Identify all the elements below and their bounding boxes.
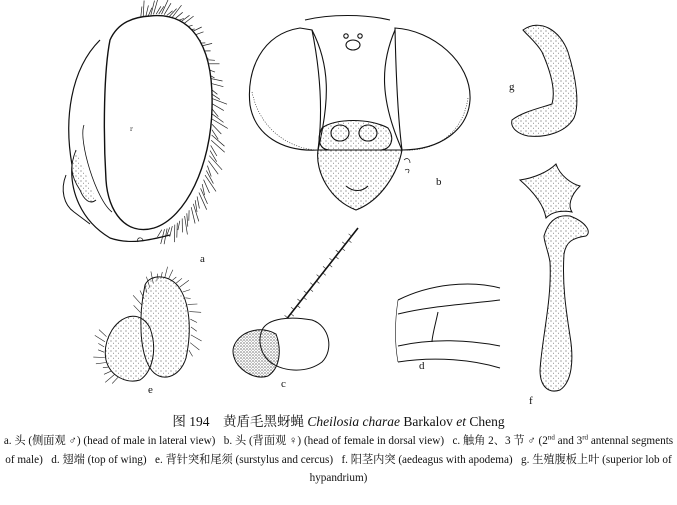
hair-stroke xyxy=(204,180,210,193)
hair-stroke xyxy=(177,223,178,238)
hair-stroke xyxy=(98,350,104,352)
panel-label-g: g xyxy=(509,81,515,93)
arista-hair xyxy=(342,248,345,250)
hair-stroke xyxy=(167,11,173,16)
panel-label-f: f xyxy=(529,395,533,407)
arista-hair xyxy=(310,289,313,291)
legend-c-sup1: nd xyxy=(547,433,555,442)
figure-author-2: Cheng xyxy=(469,414,505,429)
figure-legend xyxy=(0,432,677,488)
svg-text:r: r xyxy=(130,126,133,133)
figure-title xyxy=(0,412,677,432)
arista-hair xyxy=(348,240,351,242)
arista-hair xyxy=(291,307,294,309)
hair-stroke xyxy=(169,270,173,279)
arista-hair xyxy=(323,273,326,275)
hair-stroke xyxy=(105,375,114,383)
hair-stroke xyxy=(209,156,222,170)
legend-c-sup2: rd xyxy=(582,433,589,442)
arista-hair xyxy=(336,250,339,252)
hair-stroke xyxy=(191,335,202,341)
hair-stroke xyxy=(156,6,161,14)
arista-hair xyxy=(316,281,319,283)
arista-hair xyxy=(297,299,300,301)
hair-stroke xyxy=(211,140,225,152)
hair-stroke xyxy=(170,226,173,237)
arista-hair xyxy=(304,297,307,299)
hair-stroke xyxy=(189,312,201,313)
legend-f: f. 阳茎内突 (aedeagus with apodema) xyxy=(341,453,513,466)
hair-stroke xyxy=(99,330,107,337)
arista-hair xyxy=(349,234,352,236)
arista-hair xyxy=(285,315,288,317)
arista-hair xyxy=(323,266,326,268)
hair-stroke xyxy=(191,327,197,331)
drawing-f-aedeagus xyxy=(520,164,588,391)
panel-label-e: e xyxy=(148,384,153,396)
hair-stroke xyxy=(112,377,118,383)
arista-hair xyxy=(317,275,320,277)
panel-label-c: c xyxy=(281,378,286,390)
legend-g: g. 生殖腹板上叶 (superior lob of hypandrium) xyxy=(309,453,672,484)
drawing-g-hypandrium-lob xyxy=(512,25,577,136)
panel-label-a: a xyxy=(200,253,205,265)
legend-e: e. 背针突和尾须 (surstylus and cercus) xyxy=(155,453,334,466)
figure-caption xyxy=(0,412,677,488)
hair-stroke xyxy=(103,367,108,368)
figure-species: Cheilosia charae xyxy=(307,414,400,429)
legend-c-post: antennal segments of male) xyxy=(5,435,674,466)
figure-chinese-name: 黄盾毛黑蚜蝇 xyxy=(223,414,304,429)
hair-stroke xyxy=(212,135,225,146)
hair-stroke xyxy=(180,280,189,287)
figure-author-1: Barkalov xyxy=(403,414,453,429)
legend-a: a. 头 (侧面观 ♂) (head of male in lateral view) xyxy=(3,435,216,447)
arista-hair xyxy=(310,283,313,285)
hair-stroke xyxy=(157,230,161,237)
hair-stroke xyxy=(212,114,224,123)
hair-stroke xyxy=(211,103,224,110)
hair-stroke xyxy=(165,267,168,278)
hair-stroke xyxy=(187,213,188,226)
legend-c-mid: and 3 xyxy=(557,435,583,447)
panel-label-b: b xyxy=(436,176,442,188)
drawing-e-surstylus-cercus xyxy=(93,267,201,384)
hair-stroke xyxy=(96,363,106,364)
arista-hair xyxy=(329,265,332,267)
hair-stroke xyxy=(173,277,177,280)
figure-author-et: et xyxy=(456,414,466,429)
arista-hair xyxy=(336,257,339,259)
drawing-c-antenna xyxy=(233,228,358,377)
hair-stroke xyxy=(197,197,199,209)
hair-stroke xyxy=(143,1,144,19)
hair-stroke xyxy=(134,305,141,312)
hair-stroke xyxy=(162,0,169,14)
hair-stroke xyxy=(98,343,104,347)
legend-c-pre: c. 触角 2、3 节 ♂ (2 xyxy=(452,435,548,447)
hair-stroke xyxy=(185,298,190,299)
legend-b: b. 头 (背面观 ♀) (head of female in dorsal view) xyxy=(223,435,445,447)
hair-stroke xyxy=(189,350,193,356)
hair-stroke xyxy=(178,221,180,230)
figure-number: 图 194 xyxy=(172,414,210,429)
hair-stroke xyxy=(190,343,199,350)
drawing-d-wing-tip xyxy=(395,284,500,368)
arista-hair xyxy=(304,291,307,293)
hair-stroke xyxy=(201,188,208,204)
hair-stroke xyxy=(172,5,182,18)
hair-stroke xyxy=(146,5,149,17)
panel-label-d: d xyxy=(419,360,425,372)
drawing-a-head-lateral xyxy=(63,0,228,244)
hair-stroke xyxy=(183,290,190,292)
hair-stroke xyxy=(207,166,211,177)
hair-stroke xyxy=(199,193,207,210)
hair-stroke xyxy=(104,371,111,374)
hair-stroke xyxy=(176,278,182,283)
arista-hair xyxy=(329,258,332,260)
hair-stroke xyxy=(133,295,142,305)
hair-stroke xyxy=(211,145,217,156)
arista-hair xyxy=(342,242,345,244)
hair-stroke xyxy=(95,335,105,341)
arista-hair xyxy=(291,314,294,316)
hair-stroke xyxy=(190,319,197,322)
legend-d: d. 翅端 (top of wing) xyxy=(51,453,147,466)
hair-stroke xyxy=(191,207,195,223)
arista-hair xyxy=(297,306,300,308)
